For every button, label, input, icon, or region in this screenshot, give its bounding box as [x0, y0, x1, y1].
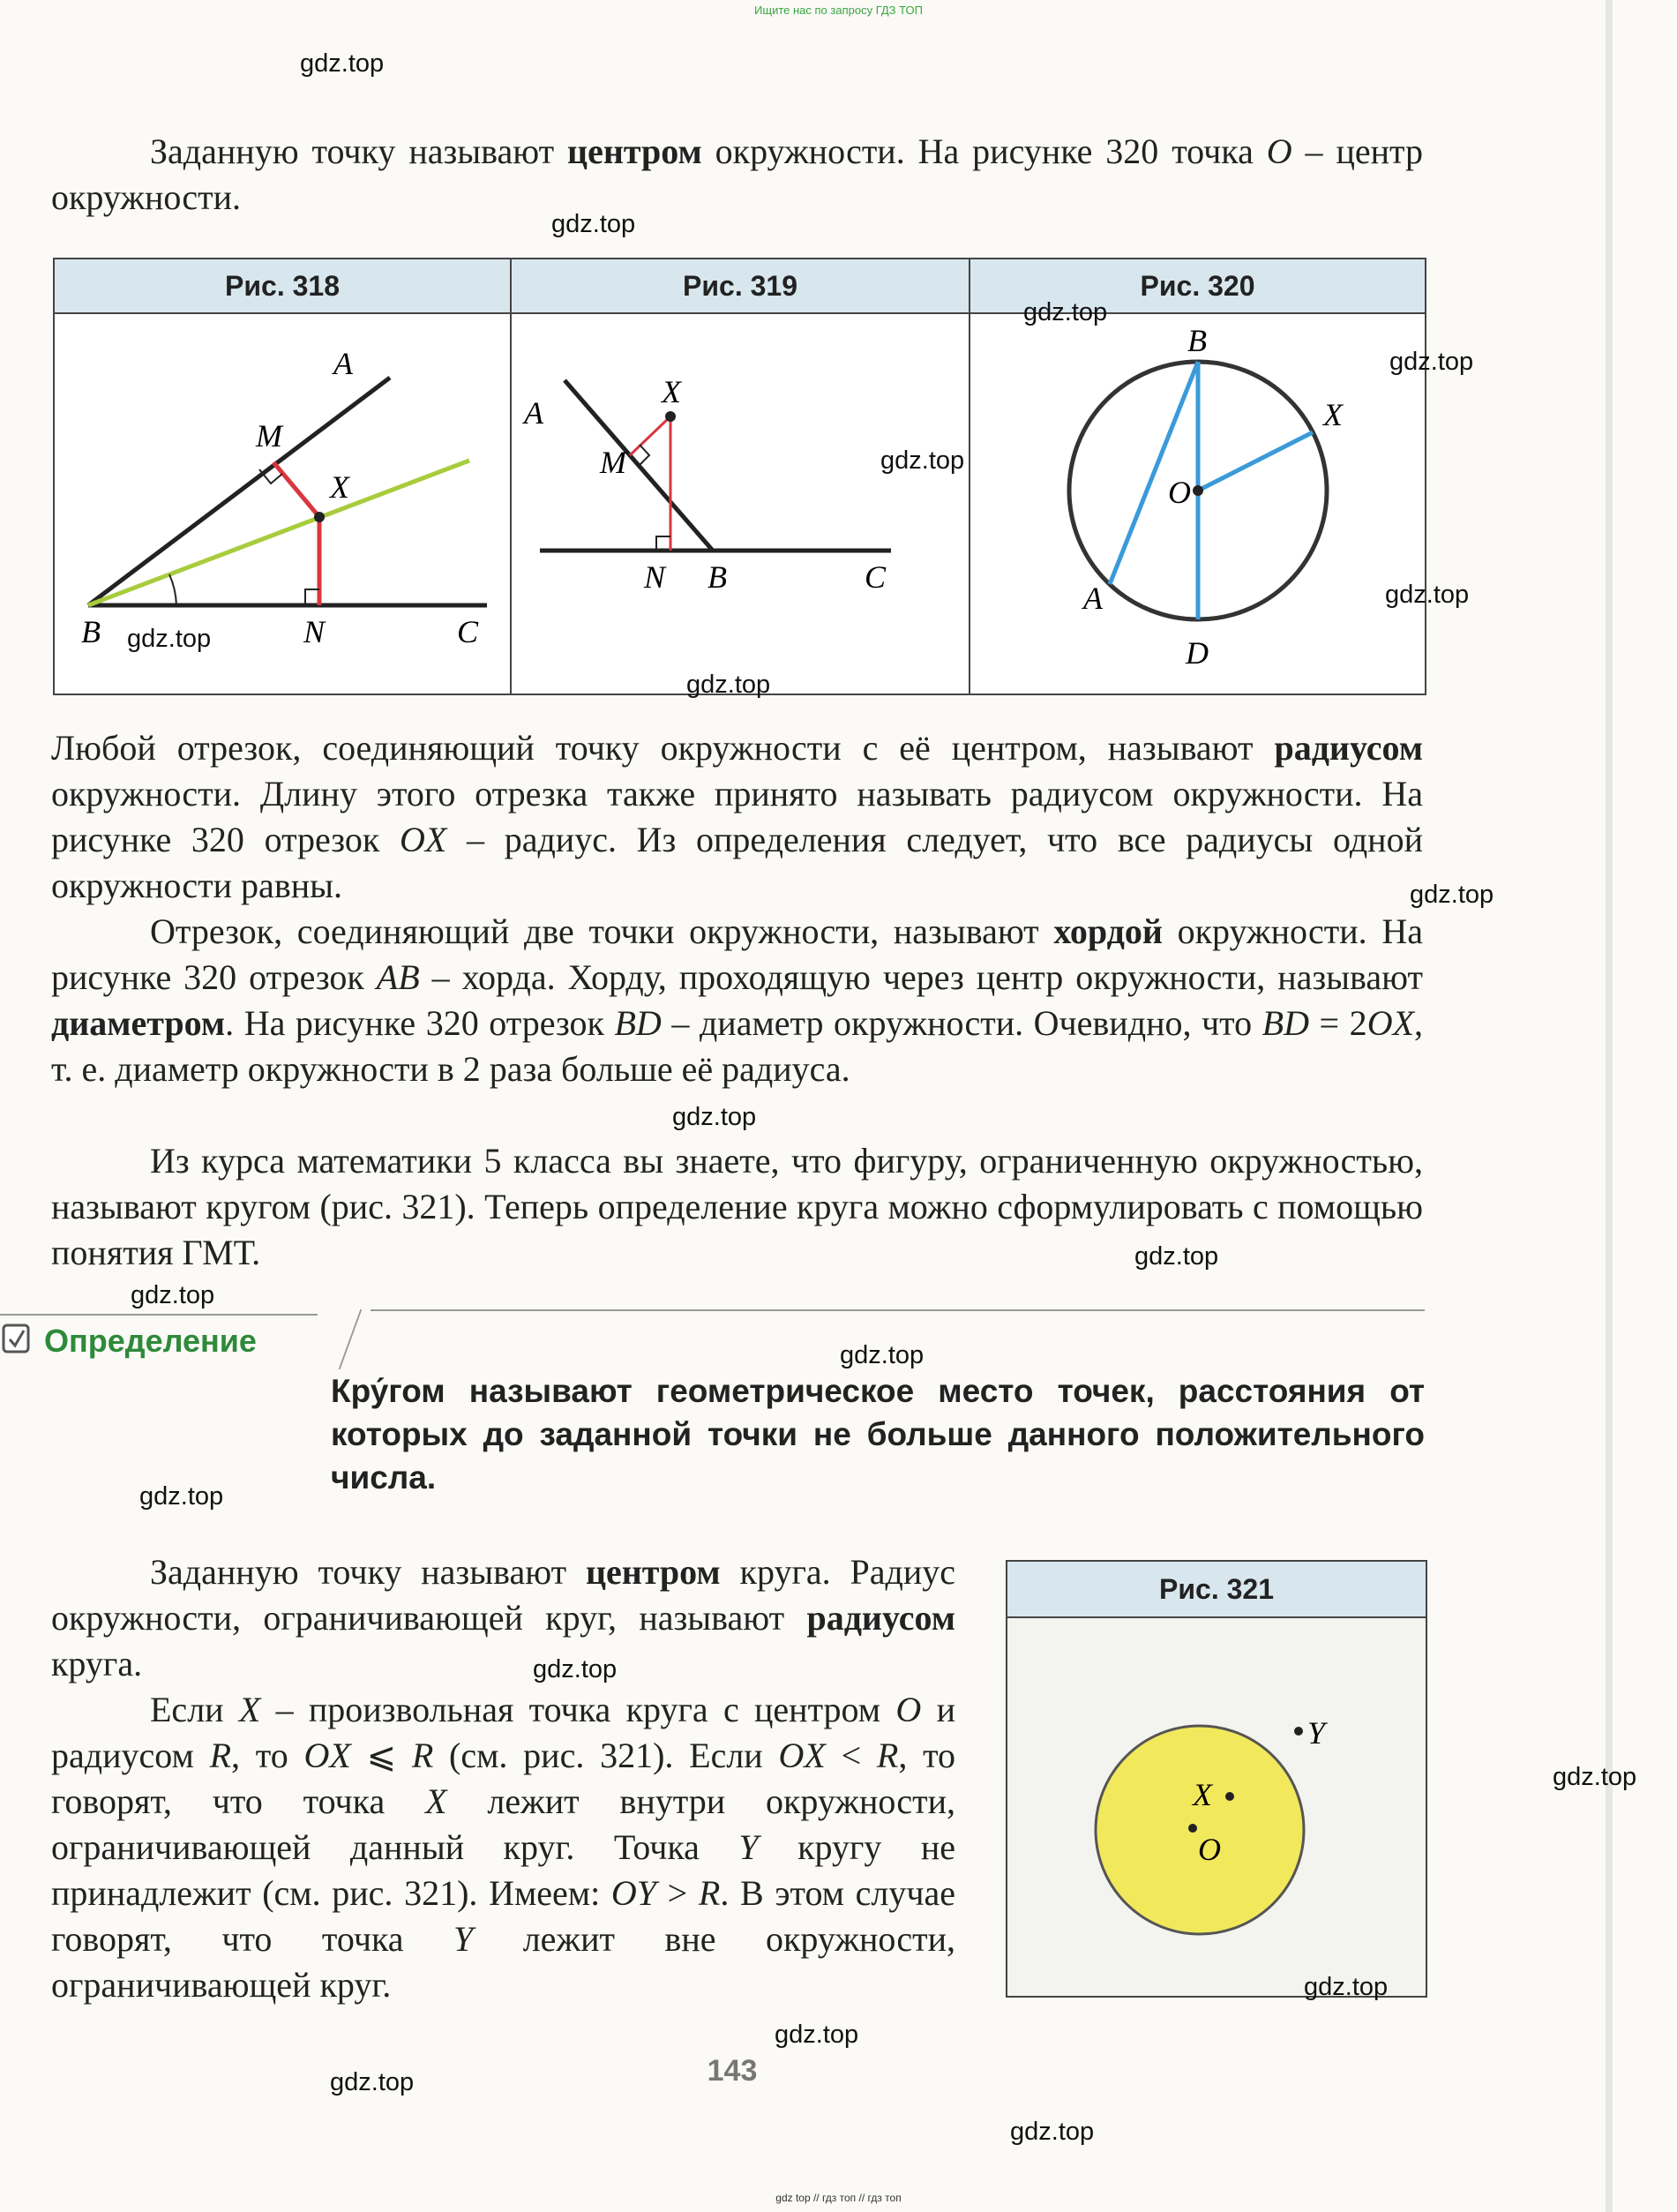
watermark: gdz.top [1010, 2118, 1095, 2146]
label-c: C [457, 614, 479, 649]
chord-ab [1110, 362, 1198, 584]
center-o [1193, 485, 1203, 496]
watermark: gdz.top [672, 1103, 757, 1131]
label-a: A [524, 395, 543, 431]
fig-320-title: Рис. 320 [970, 259, 1425, 314]
fig-321 [1006, 1560, 1427, 1998]
disk [1096, 1726, 1304, 1934]
definition-label-text: Определение [44, 1323, 257, 1359]
label-b: B [707, 559, 727, 595]
definition-frame-line [371, 1309, 1425, 1311]
watermark: gdz.top [127, 625, 212, 653]
label-a: A [333, 346, 353, 381]
label-c: C [865, 559, 887, 595]
radius-ox [1198, 432, 1313, 491]
watermark: gdz.top [1304, 1973, 1389, 2001]
watermark: gdz.top [1410, 881, 1494, 909]
fig-319-drawing [512, 314, 969, 692]
fig-320-drawing [970, 314, 1425, 692]
fig-319-title: Рис. 319 [512, 259, 969, 314]
watermark: gdz.top [1385, 581, 1470, 609]
definition-frame-slant [339, 1309, 363, 1369]
label-m: M [600, 445, 626, 480]
definition-text: Кру́гом называют геометрическое место точек, расстояния от которых до заданной точки не больше данного положительного числа. [331, 1373, 1425, 1496]
fig-321-title: Рис. 321 [1007, 1562, 1426, 1618]
watermark: gdz.top [1389, 348, 1474, 376]
watermark: gdz.top [330, 2068, 415, 2096]
point-o [1188, 1824, 1197, 1833]
watermark: gdz.top [551, 210, 636, 238]
footer-note: gdz top // гдз топ // гдз топ [775, 2192, 902, 2204]
bisector [88, 461, 469, 605]
label-x: X [330, 469, 349, 505]
paragraph-disk-intro: Из курса математики 5 класса вы знаете, что фигуру, ограниченную окружностью, называют кругом (рис. 321). Теперь определение круга можно сформулировать с помощью понятия ГМТ. [51, 1141, 1423, 1272]
label-m: M [256, 418, 282, 454]
label-x: X [1193, 1777, 1212, 1812]
fig-318-drawing [55, 314, 510, 692]
paragraph-center-radius-of-disk: Заданную точку называют центром круга. Радиус окружности, ограничивающей круг, называют радиусом круга. [51, 1552, 956, 1683]
label-b: B [1187, 323, 1207, 358]
label-x: X [662, 374, 681, 409]
watermark: gdz.top [686, 671, 771, 699]
label-b: B [81, 614, 101, 649]
point-x [314, 512, 325, 522]
fig-321-drawing [1007, 1618, 1426, 1994]
watermark: gdz.top [139, 1482, 224, 1511]
label-n: N [303, 614, 326, 649]
page-number: 143 [707, 2054, 758, 2088]
definition-label [0, 1313, 318, 1366]
angle-arc [169, 574, 176, 605]
right-angle-mark [639, 445, 649, 466]
label-d: D [1186, 635, 1209, 671]
fig-318-title: Рис. 318 [55, 259, 510, 314]
page-spine-shadow [1606, 0, 1613, 2212]
point-y [1294, 1727, 1303, 1736]
perpendicular-xm [630, 416, 670, 455]
label-n: N [644, 559, 666, 595]
definition-icon [4, 1325, 28, 1352]
watermark: gdz.top [1553, 1763, 1637, 1791]
paragraph-point-inside-outside: Если X – произвольная точка круга с центром O и радиусом R, то OX ⩽ R (см. рис. 321). Если OX < R, то говорят, что точка X лежит внутри окружности, ограничивающей данный круг. Точка Y кругу не принадлежит (см. рис. 321). Имеем: OY > R. В этом случае говорят, что точка Y лежит вне окружности, ограничивающей круг. [51, 1690, 956, 2005]
point-x [1225, 1792, 1234, 1801]
point-x [665, 411, 676, 422]
perpendicular-xm [273, 462, 319, 517]
watermark: gdz.top [300, 49, 385, 78]
label-y: Y [1307, 1715, 1326, 1751]
watermark: gdz.top [1134, 1242, 1219, 1271]
watermark: gdz.top [1023, 298, 1108, 326]
watermark: gdz.top [840, 1341, 925, 1369]
watermark: gdz.top [775, 2021, 859, 2049]
watermark: gdz.top [533, 1655, 618, 1683]
label-o: O [1198, 1832, 1221, 1867]
paragraph-chord-diameter: Отрезок, соединяющий две точки окружности, называют хордой окружности. На рисунке 320 отрезок AB – хорда. Хорду, проходящую через центр окружности, называют диаметром. На рисунке 320 отрезок BD – диаметр окружности. Очевидно, что BD = 2OX, т. е. диаметр окружности в 2 раза больше её радиуса. [51, 911, 1424, 1089]
paragraph-center-of-circle: Заданную точку называют центром окружности. На рисунке 320 точка O – центр окружности. [51, 131, 1423, 217]
header-note: Ищите нас по запросу ГДЗ ТОП [754, 4, 923, 17]
label-x: X [1323, 397, 1343, 432]
label-o: O [1168, 475, 1191, 510]
watermark: gdz.top [880, 446, 965, 475]
paragraph-radius: Любой отрезок, соединяющий точку окружности с её центром, называют радиусом окружности. Длину этого отрезка также принято называть радиусом окружности. На рисунке 320 отрезок OX – радиус. Из определения следует, что все радиусы одной окружности равны. [51, 728, 1423, 905]
figures-table [53, 258, 1426, 695]
watermark: gdz.top [131, 1281, 215, 1309]
label-a: A [1083, 581, 1103, 616]
